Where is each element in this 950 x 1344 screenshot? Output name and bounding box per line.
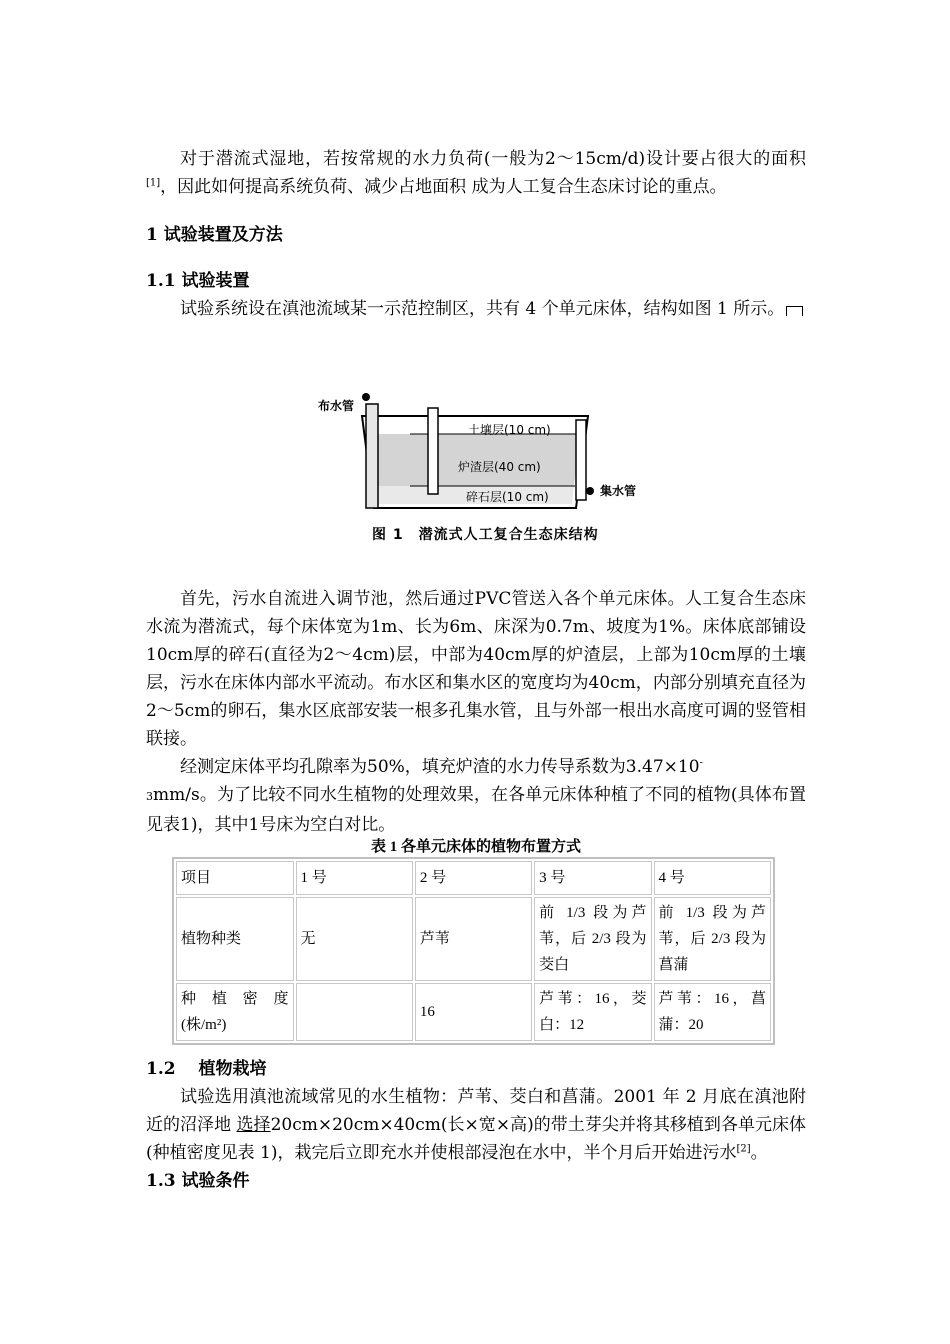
intro-text-a: 对于潜流式湿地，若按常规的水力负荷(一般为2～15cm/d)设计要占很大的面积 [180,149,806,169]
outlet-dot-icon [586,487,594,495]
table-cell [296,983,413,1041]
outlet-pipe [576,420,586,500]
table-cell: 植物种类 [176,897,294,981]
plant-layout-table [172,857,775,1045]
paragraph-3 [146,753,806,839]
table-row [176,983,771,1041]
intro-text-b: ，因此如何提高系统负荷、减少占地面积 成为人工复合生态床讨论的重点。 [160,177,727,197]
s12-text-b: 20cm×20cm×40cm(长×宽×高)的带土芽尖并将其移植到各单元床体(种植密度见表 1)，栽完后立即充水并使根部浸泡在水中，半个月后开始进污水 [146,1115,807,1163]
density-unit: (株/m²) [181,1017,227,1033]
label-soil: 土壤层(10 cm) [468,423,551,437]
citation-1[interactable]: [1] [146,177,161,189]
p3-text-a: 经测定床体平均孔隙率为50%，填充炉渣的水力传导系数为3.47×10 [180,757,700,777]
s12-text-c: 。 [750,1143,768,1163]
table-cell: 前 1/3 段为芦苇，后 2/3 段为茭白 [534,897,651,981]
section-1-heading: 1 试验装置及方法 [146,225,283,245]
table-cell: 16 [415,983,532,1041]
label-slag: 炉渣层(40 cm) [458,460,541,474]
header-cell: 2 号 [415,861,532,895]
placeholder-box-icon [786,306,803,316]
label-gravel: 碎石层(10 cm) [466,490,549,504]
table-1-caption: 表 1 各单元床体的植物布置方式 [370,839,581,855]
section-1-1-sentence: 试验系统设在滇池流域某一示范控制区，共有 4 个单元床体，结构如图 1 所示。 [180,299,785,319]
table-cell [176,983,294,1041]
p3-exponent-digit: 3 [146,790,153,803]
document-body-2 [146,585,806,839]
table-row [176,897,771,981]
baffle [428,408,438,494]
section-1-2-heading: 1.2 植物栽培 [146,1059,267,1079]
header-cell: 4 号 [654,861,771,895]
table-cell: 前 1/3 段为芦苇，后 2/3 段为菖蒲 [654,897,771,981]
section-1-2-text [146,1083,806,1167]
figure-1-caption: 图 1 潜流式人工复合生态床结构 [372,527,599,543]
section-1-1-heading: 1.1 试验装置 [146,271,250,291]
document-body [146,145,806,323]
table-header-row [176,861,771,895]
label-pipe-in: 布水管 [318,399,355,413]
section-1-3-heading: 1.3 试验条件 [146,1171,250,1191]
table-cell: 无 [296,897,413,981]
inlet-pipe [366,404,378,508]
s12-underlined: 选择 [236,1115,271,1135]
document-body-3 [146,1055,806,1195]
table-cell: 芦苇：16，菖蒲：20 [654,983,771,1041]
citation-2[interactable]: [2] [736,1143,751,1155]
density-label: 种植密度 [181,991,289,1007]
header-cell: 1 号 [296,861,413,895]
paragraph-2: 首先，污水自流进入调节池，然后通过PVC管送入各个单元床体。人工复合生态床水流为潜流式，每个床体宽为1m、长为6m、床深为0.7m、坡度为1%。床体底部铺设10cm厚的碎石(直径为2～4cm)层，中部为40cm厚的炉渣层，上部为10cm厚的土壤层，污水在床体内部水平流动。布水区和集水区的宽度均为40cm，内部分别填充直径为2～5cm的卵石，集水区底部安装一根多孔集水管，且与外部一根出水高度可调的竖管相联接。 [146,589,806,749]
header-cell: 项目 [176,861,294,895]
intro-paragraph [146,145,806,201]
inlet-dot-icon [362,393,370,401]
p3-exponent: - [699,757,703,769]
table-cell: 芦苇：16，茭白：12 [534,983,651,1041]
p3-text-c: mm/s。为了比较不同水生植物的处理效果，在各单元床体种植了不同的植物(具体布置见表1)，其中1号床为空白对比。 [146,785,806,835]
s12-text-a: 试验选用滇池流域常见的水生植物：芦苇、茭白和菖蒲。2001 年 2 月底在滇池附近的沼泽地 [146,1087,806,1135]
section-1-1-text [146,295,806,323]
label-pipe-out: 集水管 [600,484,637,498]
header-cell: 3 号 [534,861,651,895]
table-cell: 芦苇 [415,897,532,981]
